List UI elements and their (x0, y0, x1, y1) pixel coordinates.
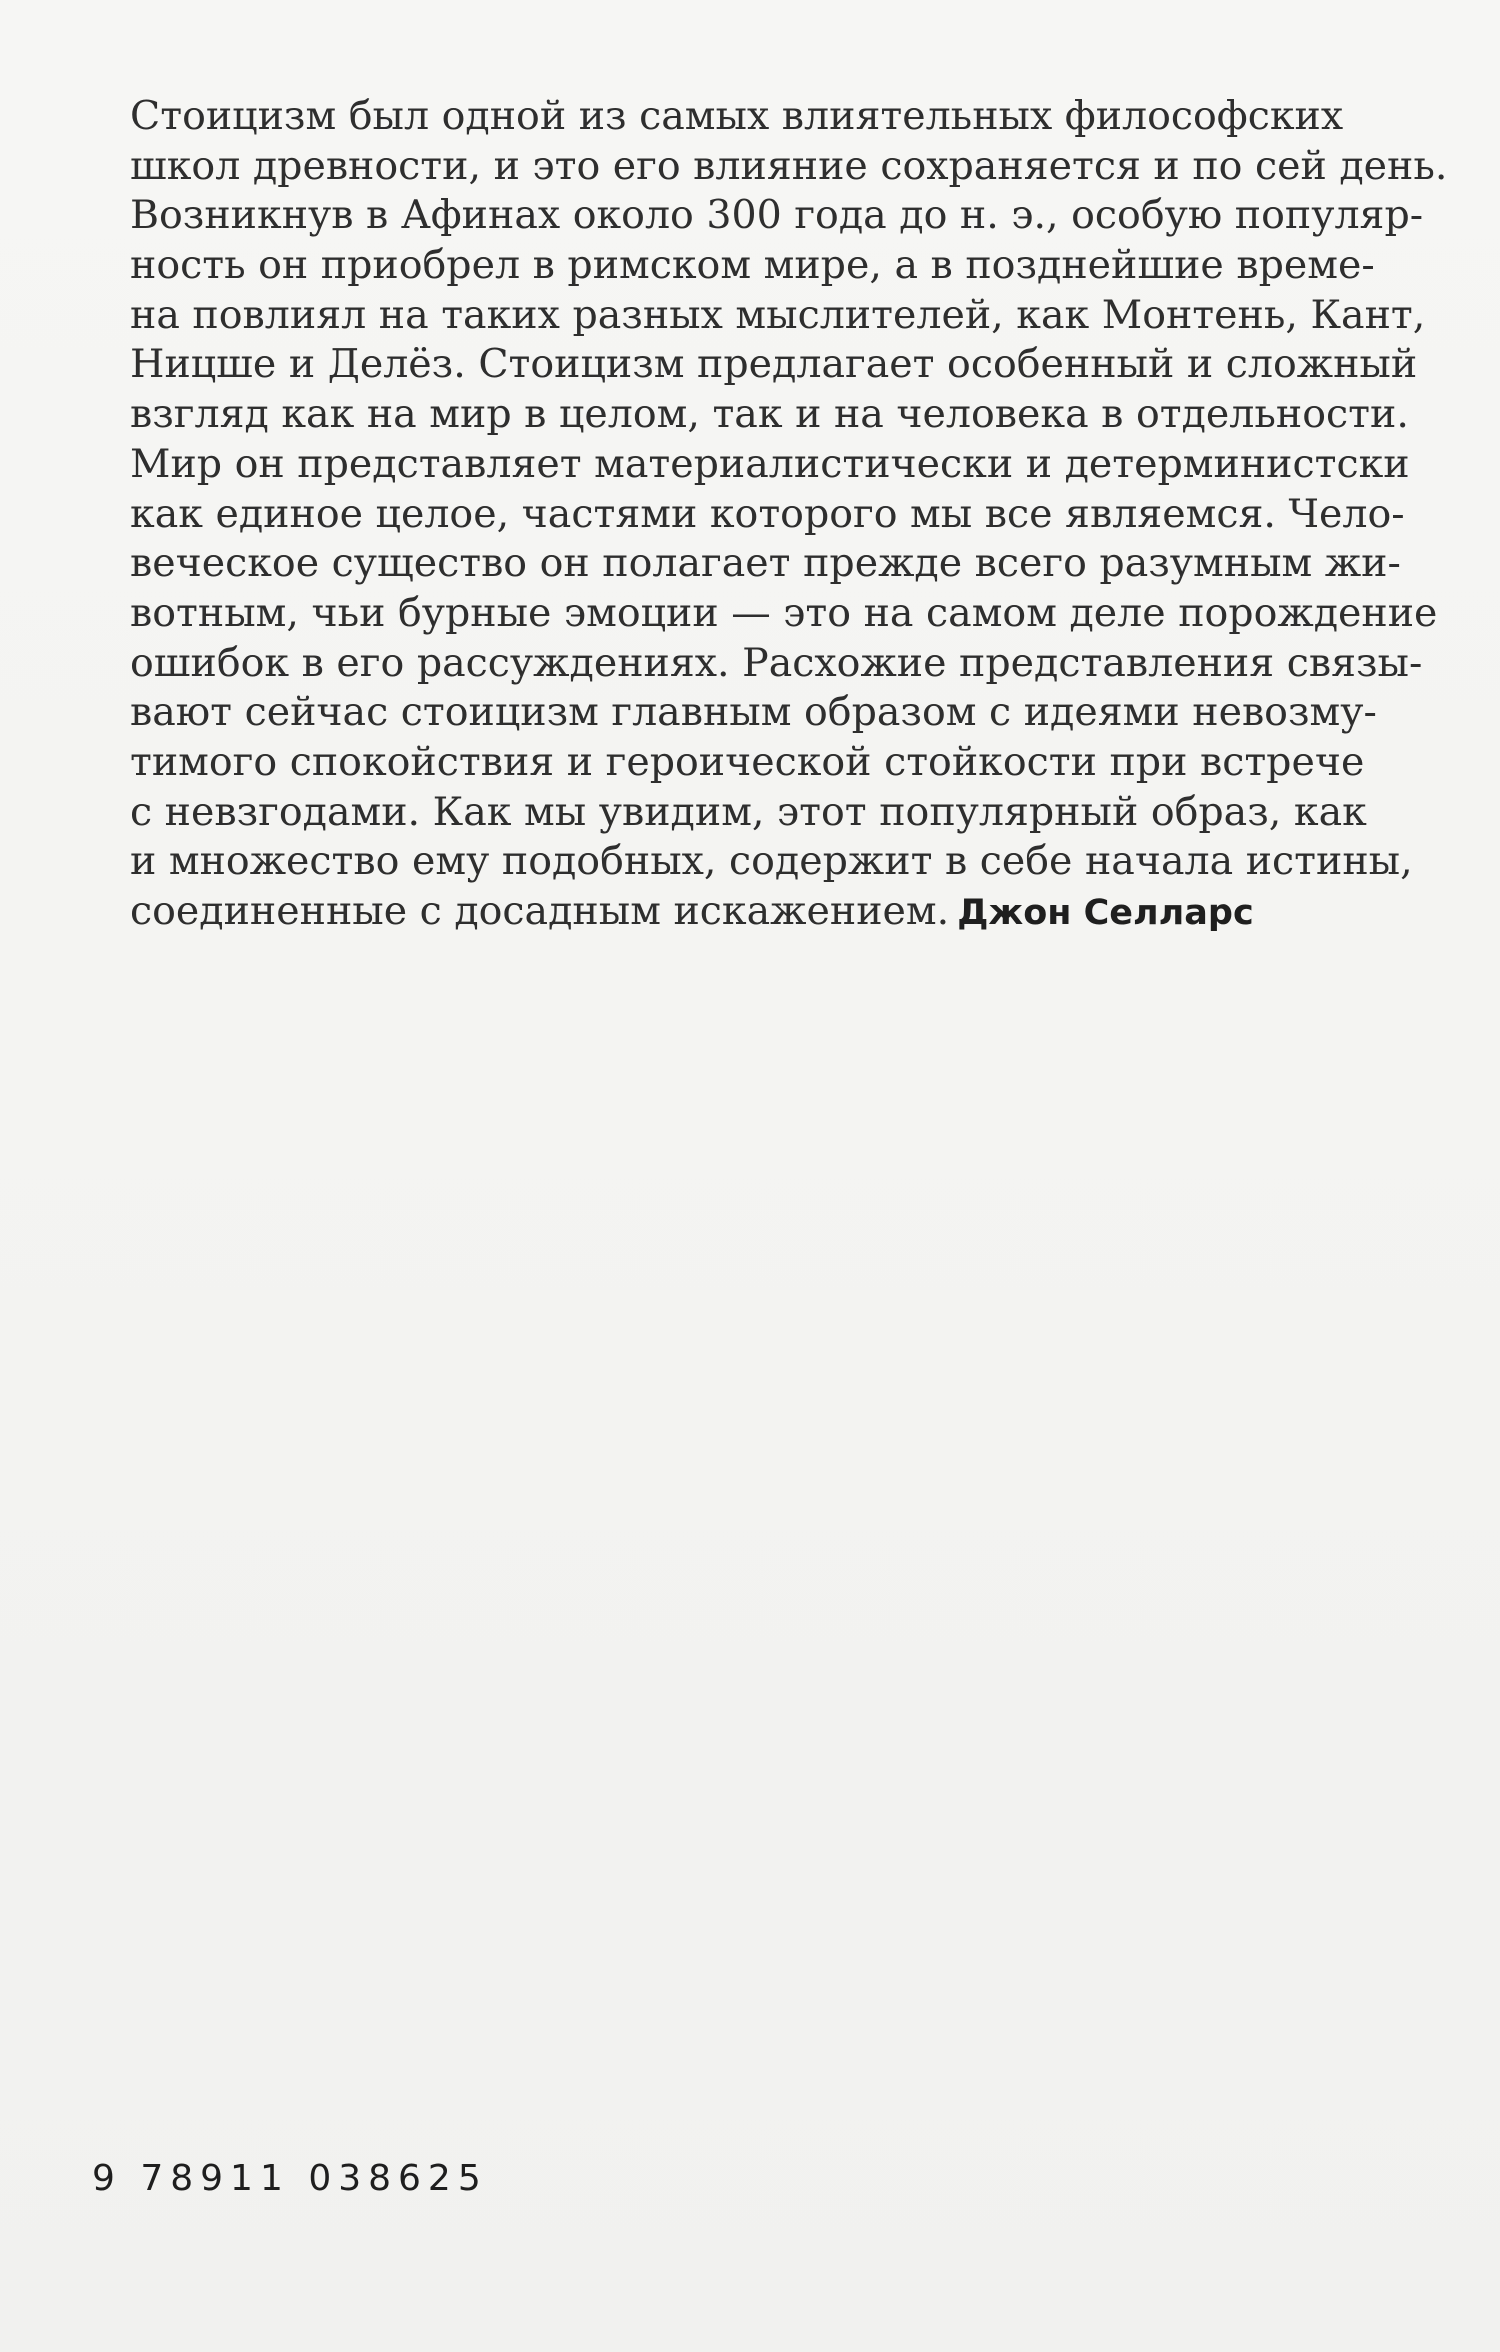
barcode (92, 2040, 512, 2240)
blurb-line: веческое существо он полагает прежде всего разумным жи- (130, 540, 1401, 587)
blurb-line: школ древности, и это его влияние сохраняется и по сей день. (130, 142, 1448, 189)
blurb-line: и множество ему подобных, содержит в себе начала истины, (130, 838, 1413, 885)
blurb-line: Мир он представляет материалистически и детерминистски (130, 440, 1410, 487)
blurb-line: Ницше и Делёз. Стоицизм предлагает особенный и сложный (130, 341, 1418, 388)
isbn-number: 9 78911 038625 (92, 2158, 488, 2199)
blurb-line: взгляд как на мир в целом, так и на человека в отдельности. (130, 391, 1409, 438)
blurb-line: с невзгодами. Как мы увидим, этот популярный образ, как (130, 788, 1367, 835)
blurb-text (130, 92, 1448, 937)
blurb-line: Стоицизм был одной из самых влиятельных философских (130, 93, 1344, 139)
blurb-line: вотным, чьи бурные эмоции — это на самом деле порождение (130, 589, 1438, 636)
barcode-bars (92, 2040, 512, 2158)
blurb-line: ность он приобрел в римском мире, а в позднейшие време- (130, 242, 1375, 289)
blurb-line: вают сейчас стоицизм главным образом с идеями невозму- (130, 689, 1377, 736)
blurb-line: ошибок в его рассуждениях. Расхожие представления связы- (130, 639, 1423, 686)
blurb-line: тимого спокойствия и героической стойкости при встрече (130, 738, 1365, 785)
blurb-line: соединенные с досадным искажением. (130, 888, 950, 934)
blurb-line-last (130, 887, 1280, 937)
blurb-line: Возникнув в Афинах около 300 года до н. э., особую популяр- (130, 192, 1424, 239)
blurb-line: на повлиял на таких разных мыслителей, как Монтень, Кант, (130, 291, 1426, 338)
blurb-line: как единое целое, частями которого мы все являемся. Чело- (130, 490, 1405, 537)
author-name: Джон Селларс (957, 893, 1254, 933)
